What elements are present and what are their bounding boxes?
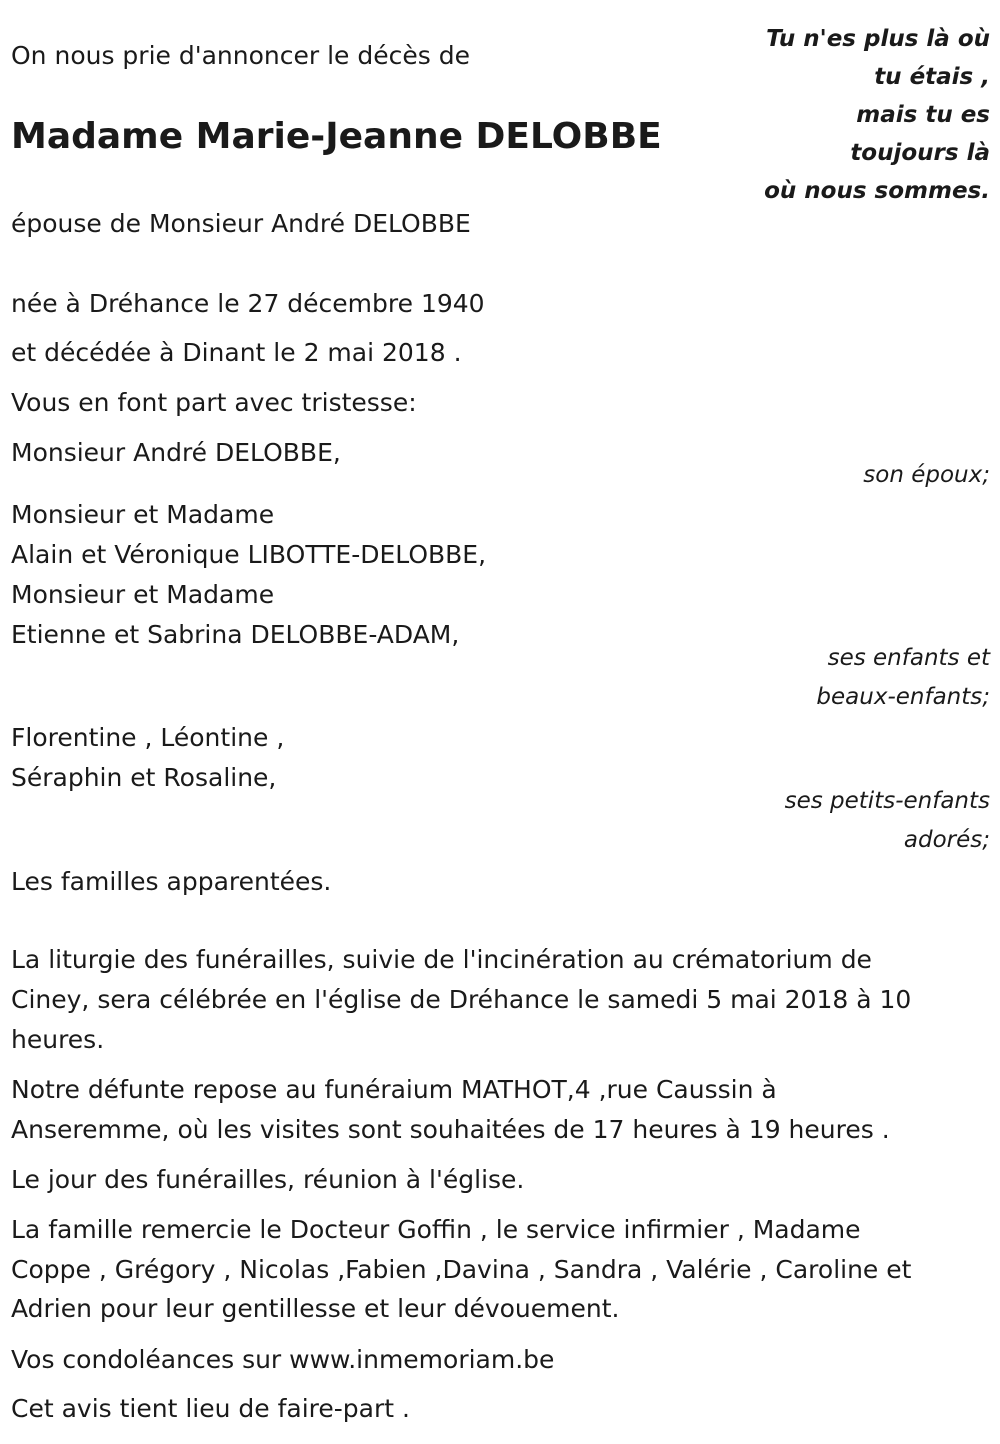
liturgy-line: La liturgie des funérailles, suivie de l'incinération au crématorium de	[11, 945, 872, 974]
children-name: Alain et Véronique LIBOTTE-DELOBBE,	[11, 540, 487, 569]
birth-line: née à Dréhance le 27 décembre 1940	[11, 289, 485, 318]
announce-line: Vous en font part avec tristesse:	[11, 388, 417, 417]
liturgy-line: heures.	[11, 1025, 105, 1054]
poem-line: Tu n'es plus là où	[766, 26, 990, 52]
gathering-line: Le jour des funérailles, réunion à l'église.	[11, 1165, 525, 1194]
relatives-line: Les familles apparentées.	[11, 867, 332, 896]
poem-line: où nous sommes.	[764, 178, 990, 204]
thanks-line: Coppe , Grégory , Nicolas ,Fabien ,Davina , Sandra , Valérie , Caroline et	[11, 1255, 912, 1284]
children-role: ses enfants et	[827, 645, 990, 671]
death-line: et décédée à Dinant le 2 mai 2018 .	[11, 338, 462, 367]
notice-line: Cet avis tient lieu de faire-part .	[11, 1394, 410, 1423]
intro-line: On nous prie d'annoncer le décès de	[11, 41, 470, 70]
grandchildren-name: Florentine , Léontine ,	[11, 723, 285, 752]
grandchildren-role: ses petits-enfants	[784, 788, 990, 814]
poem-line: mais tu es	[856, 102, 990, 128]
grandchildren-name: Séraphin et Rosaline,	[11, 763, 277, 792]
thanks-line: La famille remercie le Docteur Goffin , le service infirmier , Madame	[11, 1215, 861, 1244]
poem	[764, 20, 990, 210]
deceased-name: Madame Marie-Jeanne DELOBBE	[11, 116, 662, 157]
repose-line: Anseremme, où les visites sont souhaitées de 17 heures à 19 heures .	[11, 1115, 890, 1144]
spouse-role: son époux;	[863, 462, 990, 488]
repose-line: Notre défunte repose au funéraium MATHOT,4 ,rue Caussin à	[11, 1075, 777, 1104]
poem-line: toujours là	[850, 140, 990, 166]
spouse-line: épouse de Monsieur André DELOBBE	[11, 209, 471, 238]
children-name: Etienne et Sabrina DELOBBE-ADAM,	[11, 620, 460, 649]
children-name: Monsieur et Madame	[11, 500, 275, 529]
children-role: beaux-enfants;	[816, 684, 990, 710]
liturgy-line: Ciney, sera célébrée en l'église de Dréhance le samedi 5 mai 2018 à 10	[11, 985, 912, 1014]
thanks-line: Adrien pour leur gentillesse et leur dévouement.	[11, 1294, 620, 1323]
spouse-name: Monsieur André DELOBBE,	[11, 438, 341, 467]
children-name: Monsieur et Madame	[11, 580, 275, 609]
poem-line: tu étais ,	[874, 64, 990, 90]
grandchildren-role: adorés;	[903, 827, 990, 853]
condolences-line: Vos condoléances sur www.inmemoriam.be	[11, 1345, 555, 1374]
